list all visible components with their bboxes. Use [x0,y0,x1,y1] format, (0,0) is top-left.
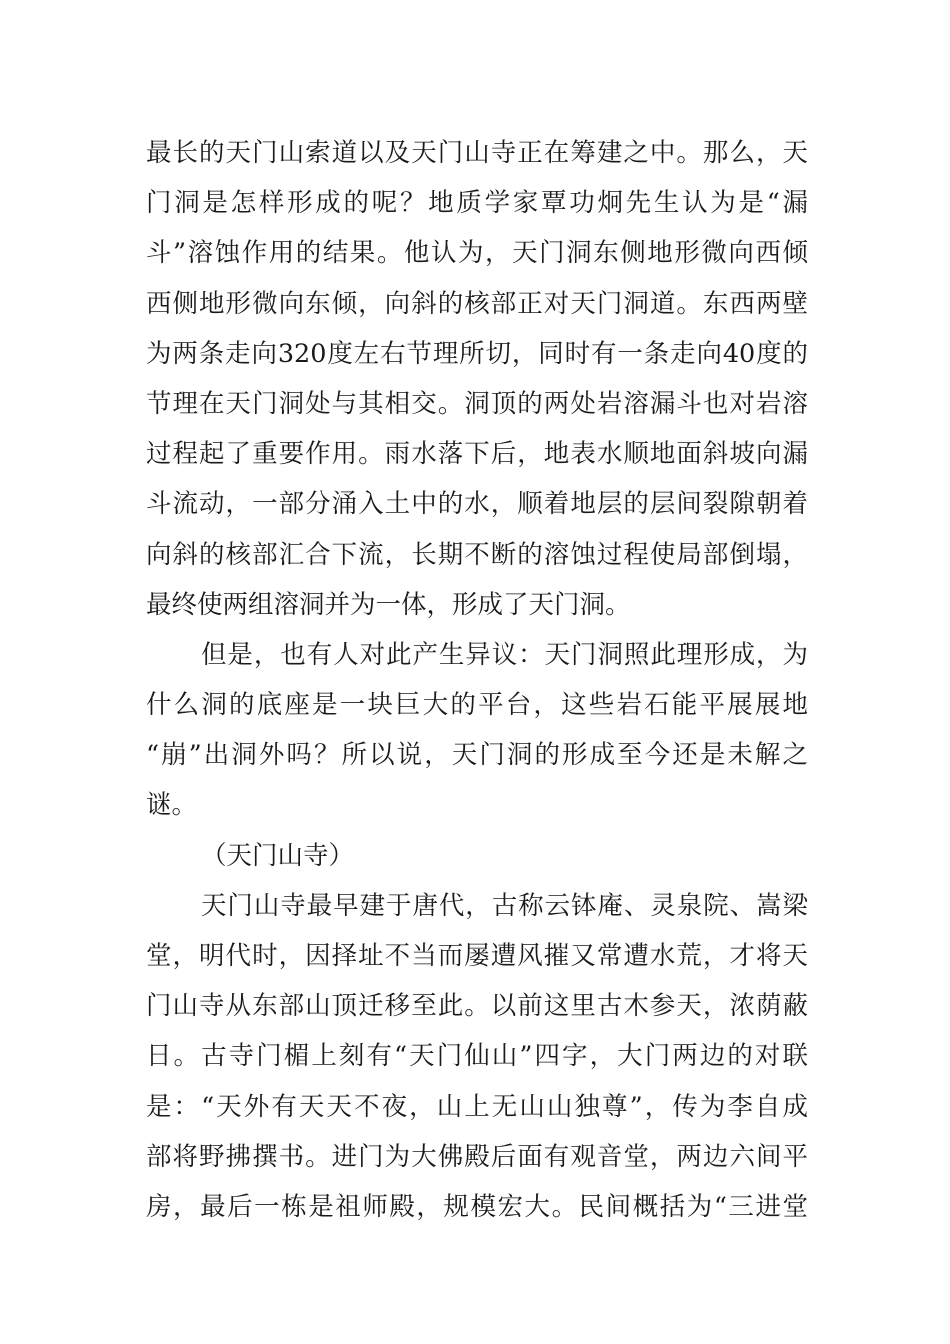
text-line: 部将野拂撰书。进门为大佛殿后面有观音堂，两边六间平 [146,1141,808,1172]
text-line: 房，最后一栋是祖师殿，规模宏大。民间概括为“三进堂 [146,1191,808,1222]
text-line: 但是，也有人对此产生异议：天门洞照此理形成，为 [201,639,808,670]
text-line: 斗流动，一部分涌入土中的水，顺着地层的层间裂隙朝着 [146,489,808,520]
text-line: 堂，明代时，因择址不当而屡遭风摧又常遭水荒，才将天 [146,941,808,971]
text-line: 是：“天外有天天不夜，山上无山山独尊”，传为李自成 [146,1091,808,1122]
text-line: 最终使两组溶洞并为一体，形成了天门洞。 [146,589,631,620]
text-line: 门山寺从东部山顶迁移至此。以前这里古木参天，浓荫蔽 [146,991,808,1022]
text-line: 节理在天门洞处与其相交。洞顶的两处岩溶漏斗也对岩溶 [146,388,808,419]
text-line: 日。古寺门楣上刻有“天门仙山”四字，大门两边的对联 [146,1041,808,1072]
section-heading: （天门山寺） [201,840,355,871]
text-line: 天门山寺最早建于唐代，古称云钵庵、灵泉院、嵩梁 [201,890,808,921]
text-line: 谜。 [146,790,198,821]
text-line: 为两条走向320度左右节理所切，同时有一条走向40度的 [146,338,808,369]
document-body-text [146,128,808,1232]
text-line: 什么洞的底座是一块巨大的平台，这些岩石能平展展地 [146,690,808,721]
text-line: 过程起了重要作用。雨水落下后，地表水顺地面斜坡向漏 [146,439,808,470]
text-line: “崩”出洞外吗？所以说，天门洞的形成至今还是未解之 [146,740,808,771]
text-line: 西侧地形微向东倾，向斜的核部正对天门洞道。东西两壁 [146,288,808,319]
text-line: 斗”溶蚀作用的结果。他认为，天门洞东侧地形微向西倾 [146,238,808,269]
text-line: 最长的天门山索道以及天门山寺正在筹建之中。那么，天 [146,138,808,168]
text-line: 门洞是怎样形成的呢？地质学家覃功炯先生认为是“漏 [146,188,808,219]
text-line: 向斜的核部汇合下流，长期不断的溶蚀过程使局部倒塌， [146,539,808,570]
